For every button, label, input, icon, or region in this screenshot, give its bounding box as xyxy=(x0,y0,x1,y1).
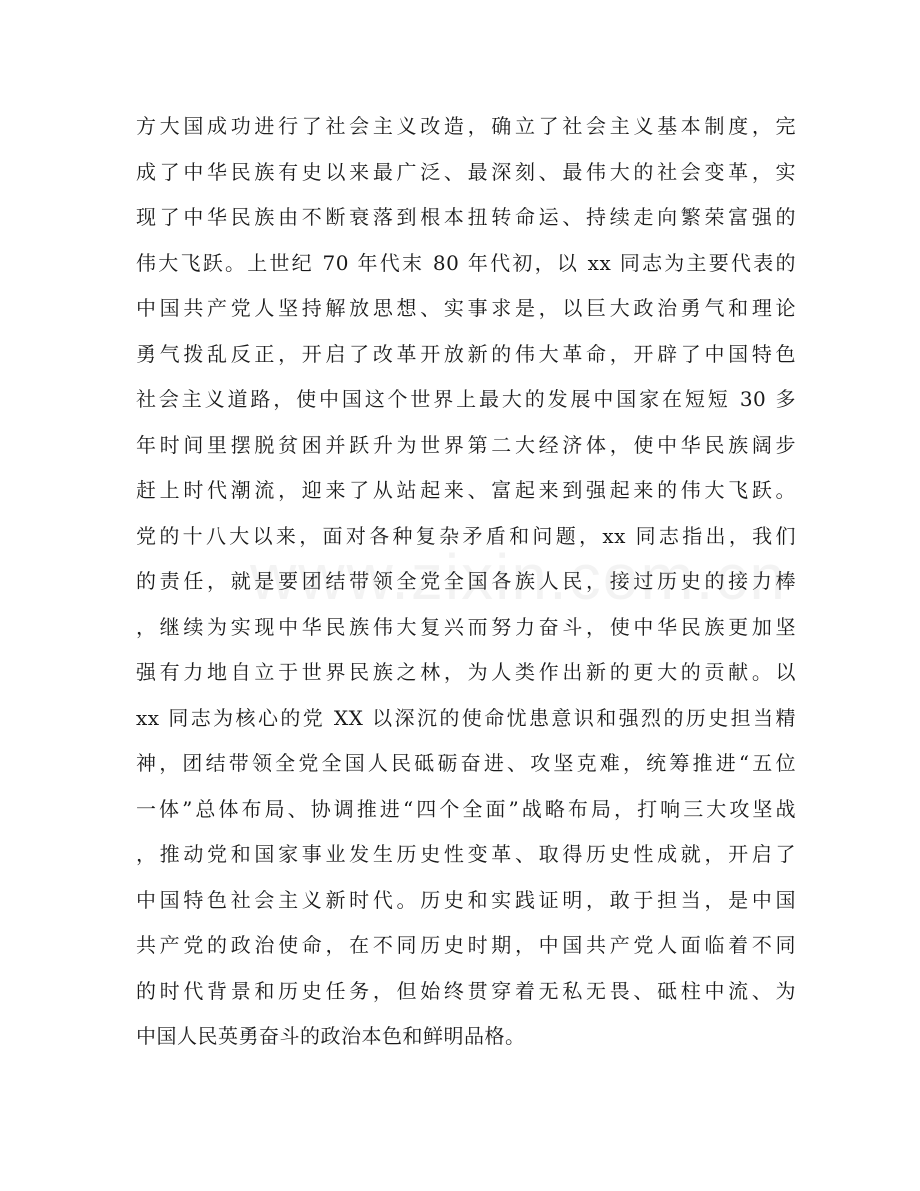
text-line: 中国共产党人坚持解放思想、实事求是，以巨大政治勇气和理论 xyxy=(136,296,796,320)
text-line: 成了中华民族有史以来最广泛、最深刻、最伟大的社会变革，实 xyxy=(136,159,796,184)
text-line: xx 同志为核心的党 XX 以深沉的使命忧患意识和强烈的历史担当精 xyxy=(136,705,796,730)
text-line: 党的十八大以来，面对各种复杂矛盾和问题，xx 同志指出，我们 xyxy=(136,523,796,548)
body-text xyxy=(136,104,796,1060)
text-line: 年时间里摆脱贫困并跃升为世界第二大经济体，使中华民族阔步 xyxy=(136,432,796,457)
text-line: 中国人民英勇奋斗的政治本色和鲜明品格。 xyxy=(136,1024,526,1048)
text-line: 勇气拨乱反正，开启了改革开放新的伟大革命，开辟了中国特色 xyxy=(136,341,796,366)
text-line: 方大国成功进行了社会主义改造，确立了社会主义基本制度，完 xyxy=(136,114,796,138)
text-line: 一体”总体布局、协调推进“四个全面”战略布局，打响三大攻坚战 xyxy=(136,796,796,821)
text-line: ，继续为实现中华民族伟大复兴而努力奋斗，使中华民族更加坚 xyxy=(136,614,796,639)
text-line: 中国特色社会主义新时代。历史和实践证明，敢于担当，是中国 xyxy=(136,887,796,912)
text-line: 现了中华民族由不断衰落到根本扭转命运、持续走向繁荣富强的 xyxy=(136,205,796,229)
text-line: ，推动党和国家事业发生历史性变革、取得历史性成就，开启了 xyxy=(136,842,796,866)
text-line: 强有力地自立于世界民族之林，为人类作出新的更大的贡献。以 xyxy=(136,660,796,684)
text-line: 伟大飞跃。上世纪 70 年代末 80 年代初，以 xx 同志为主要代表的 xyxy=(136,250,796,275)
text-line: 神，团结带领全党全国人民砥砺奋进、攻坚克难，统筹推进“五位 xyxy=(136,751,796,775)
text-line: 社会主义道路，使中国这个世界上最大的发展中国家在短短 30 多 xyxy=(136,387,796,411)
text-line: 共产党的政治使命，在不同历史时期，中国共产党人面临着不同 xyxy=(136,933,796,957)
text-line: 赶上时代潮流，迎来了从站起来、富起来到强起来的伟大飞跃。 xyxy=(136,478,796,502)
text-line: 的时代背景和历史任务，但始终贯穿着无私无畏、砥柱中流、为 xyxy=(136,978,796,1003)
text-line: 的责任，就是要团结带领全党全国各族人民，接过历史的接力棒 xyxy=(136,569,796,593)
